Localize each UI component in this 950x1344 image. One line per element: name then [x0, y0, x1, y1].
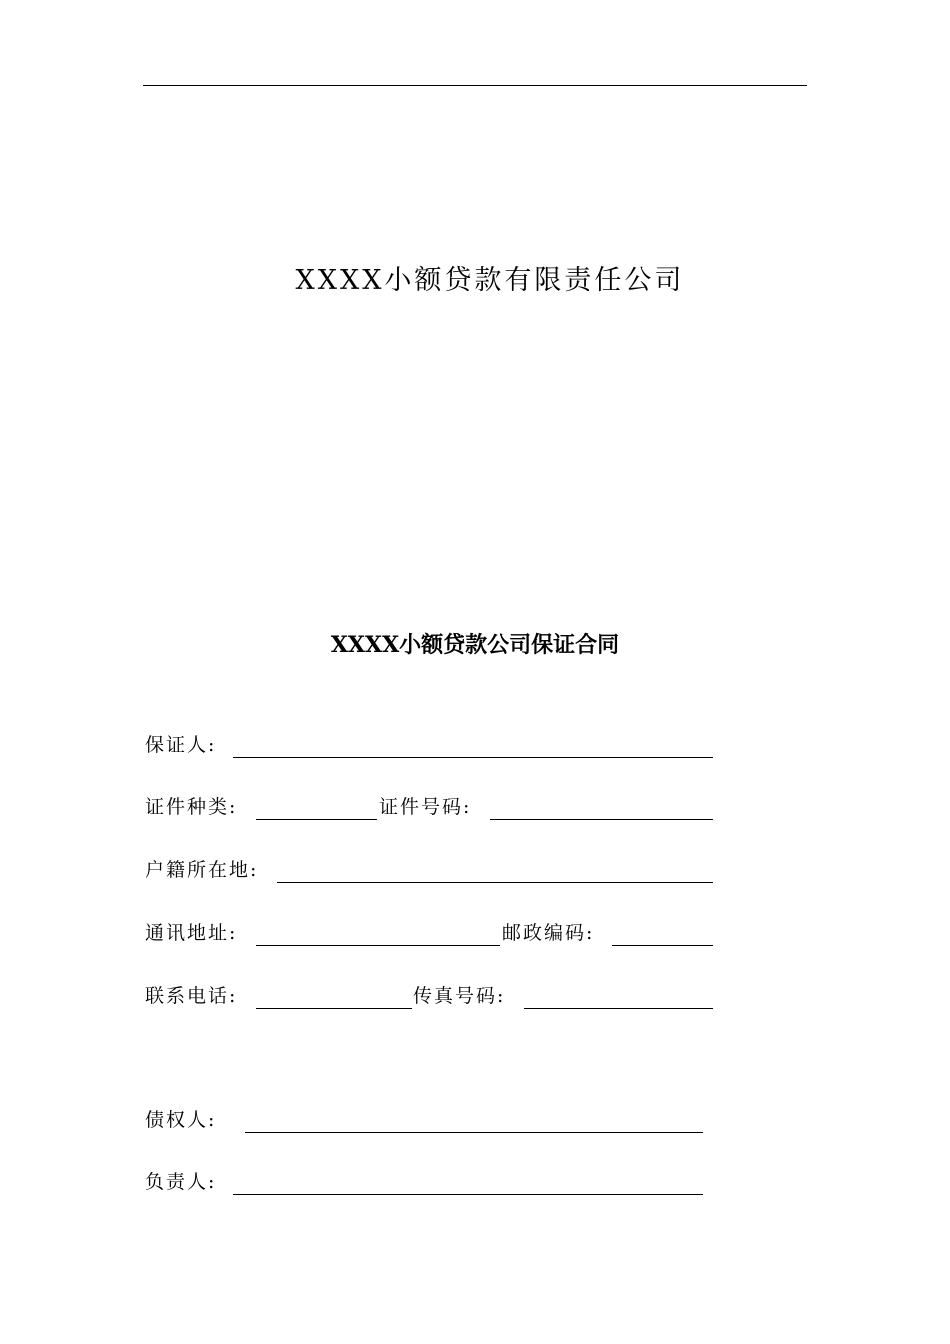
creditor-label: 债权人: — [145, 1109, 217, 1131]
company-name: XXXX小额贷款有限责任公司 — [295, 265, 685, 296]
creditor-row — [145, 1105, 705, 1135]
domicile-label: 户籍所在地: — [145, 859, 259, 881]
guarantor-label: 保证人: — [145, 734, 217, 756]
creditor-field[interactable] — [245, 1132, 703, 1133]
phone-row — [145, 981, 715, 1011]
address-field[interactable] — [256, 945, 500, 946]
id-number-field[interactable] — [490, 819, 713, 820]
domicile-row — [145, 855, 715, 885]
address-label: 通讯地址: — [145, 922, 238, 944]
fax-label: 传真号码: — [413, 985, 506, 1007]
domicile-field[interactable] — [277, 882, 713, 883]
guarantor-row — [145, 730, 715, 760]
responsible-field[interactable] — [233, 1194, 703, 1195]
id-row — [145, 792, 715, 822]
postcode-label: 邮政编码: — [502, 922, 595, 944]
phone-label: 联系电话: — [145, 985, 238, 1007]
responsible-row — [145, 1167, 705, 1197]
id-type-field[interactable] — [256, 819, 377, 820]
header-rule — [143, 85, 807, 86]
responsible-label: 负责人: — [145, 1171, 217, 1193]
guarantor-field[interactable] — [233, 757, 713, 758]
id-number-label: 证件号码: — [379, 796, 472, 818]
id-type-label: 证件种类: — [145, 796, 238, 818]
contract-title: XXXX小额贷款公司保证合同 — [330, 632, 620, 658]
phone-field[interactable] — [256, 1008, 412, 1009]
address-row — [145, 918, 715, 948]
fax-field[interactable] — [524, 1008, 713, 1009]
postcode-field[interactable] — [612, 945, 713, 946]
